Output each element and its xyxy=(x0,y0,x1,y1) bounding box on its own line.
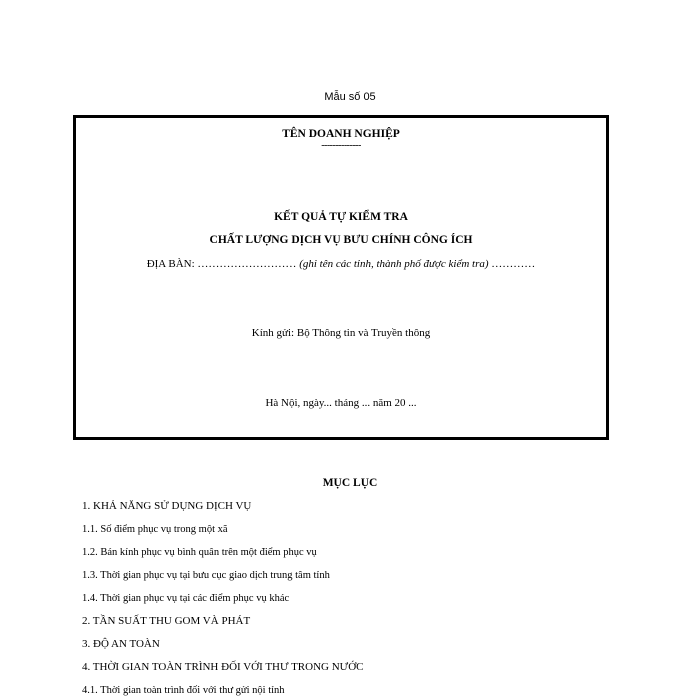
toc-item[interactable]: 1. KHẢ NĂNG SỬ DỤNG DỊCH VỤ xyxy=(82,500,252,512)
area-label: ĐỊA BÀN: ……………………… xyxy=(146,258,300,270)
company-name: TÊN DOANH NGHIỆP xyxy=(282,128,400,140)
toc-item[interactable]: 1.3. Thời gian phục vụ tại bưu cục giao dịch trung tâm tỉnh xyxy=(82,570,330,581)
report-title-line-1: KẾT QUẢ TỰ KIỂM TRA xyxy=(274,211,408,223)
area-tail: ………… xyxy=(488,258,536,270)
area-note: (ghi tên các tỉnh, thành phố được kiểm tra) xyxy=(299,258,489,270)
date-line: Hà Nội, ngày... tháng ... năm 20 ... xyxy=(265,397,417,409)
toc-item[interactable]: 1.1. Số điểm phục vụ trong một xã xyxy=(82,524,228,535)
form-number: Mẫu số 05 xyxy=(324,91,376,103)
area-line xyxy=(76,258,606,270)
toc-item[interactable]: 3. ĐỘ AN TOÀN xyxy=(82,638,160,650)
toc-item[interactable]: 1.4. Thời gian phục vụ tại các điểm phục vụ khác xyxy=(82,593,290,604)
toc-list xyxy=(82,498,363,700)
report-title-line-2: CHẤT LƯỢNG DỊCH VỤ BƯU CHÍNH CÔNG ÍCH xyxy=(209,234,473,246)
toc-item[interactable]: 4. THỜI GIAN TOÀN TRÌNH ĐỐI VỚI THƯ TRONG NƯỚC xyxy=(82,661,364,673)
toc-item[interactable]: 1.2. Bán kính phục vụ bình quân trên một điểm phục vụ xyxy=(82,547,317,558)
addressee: Kính gửi: Bộ Thông tin và Truyền thông xyxy=(251,327,431,339)
toc-title: MỤC LỤC xyxy=(322,477,378,489)
toc-item[interactable]: 4.1. Thời gian toàn trình đối với thư gửi nội tỉnh xyxy=(82,685,285,696)
company-rule: -------------- xyxy=(321,140,361,151)
toc-item[interactable]: 2. TẦN SUẤT THU GOM VÀ PHÁT xyxy=(82,615,251,627)
cover-box xyxy=(73,115,609,440)
